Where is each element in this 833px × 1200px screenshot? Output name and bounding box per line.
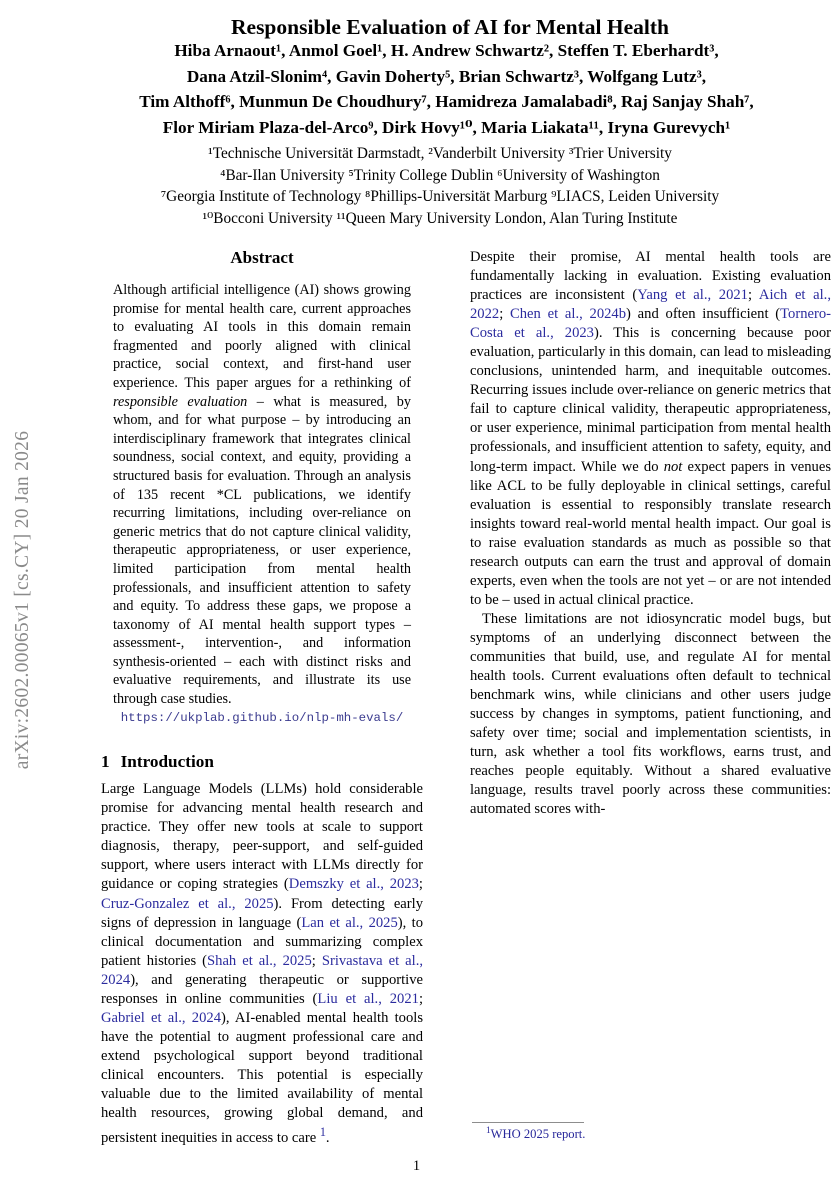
text-segment: ;: [499, 306, 511, 323]
affiliation-line: ⁴Bar-Ilan University ⁵Trinity College Dublin ⁶University of Washington: [220, 166, 660, 184]
text-segment: ;: [418, 876, 423, 893]
arxiv-stamp: [0, 0, 46, 1200]
right-column: [470, 248, 831, 819]
text-segment: ). This is concerning because poor evaluation, particularly in this domain, can lead to misleading conclusions, unintended harm, and inequitable outcomes. Recurring issues include over-reliance on generic metrics that fail to capture clinical validity, therapeutic appropriateness, or user experience, minimal participation from mental health professionals, and insufficient attention to safety, equity, and long-term impact. While we do: [470, 325, 831, 475]
author-line: Flor Miriam Plaza-del-Arco⁹, Dirk Hovy¹⁰, Maria Liakata¹¹, Iryna Gurevych¹: [162, 117, 731, 137]
text-segment: ). From detecting early signs of depression in language (: [101, 895, 423, 931]
footnote-marker[interactable]: 1: [319, 1125, 326, 1140]
affiliation-line: ¹Technische Universität Darmstadt, ²Vanderbilt University ³Trier University: [208, 145, 672, 162]
abstract-italic-phrase: responsible evaluation: [113, 393, 248, 410]
abstract-text-part-1: Although artificial intelligence (AI) shows growing promise for mental health care, current approaches to evaluating AI tools in this domain remain fragmented and poorly aligned with clinical practice, social context, and first-hand user experience. This paper argues for a rethinking of: [113, 282, 411, 391]
abstract-paragraph: [113, 281, 411, 709]
citation-link[interactable]: Tornero-Costa et al., 2023: [470, 306, 831, 342]
citation-link[interactable]: Cruz-Gonzalez et al., 2025: [101, 895, 274, 912]
footnote-text: WHO 2025 report.: [490, 1127, 586, 1141]
intro-paragraph-3: These limitations are not idiosyncratic model bugs, but symptoms of an underlying disconnect between the communities that build, use, and regulate AI for mental health tools. Current evaluations often default to technical benchmark wins, while clinicians and other users judge success by changes in symptoms, patient functioning, and safety over time; social and implementation scientists, in turn, ask whether a tool fits workflows, earns trust, and reaches people equitably. Without a shared evaluative language, results travel poorly across these communities: automated scores with-: [470, 610, 831, 818]
section-heading-introduction: [101, 751, 423, 772]
text-segment: ;: [418, 990, 423, 1007]
text-segment: ;: [311, 952, 322, 969]
left-column: [101, 248, 423, 1148]
text-segment: expect papers in venues like ACL to be fully deployable in clinical settings, careful evaluation is essential to responsibly translate research insights toward real-world mental health impact. Our goal is to raise evaluation standards as much as possible so that research outputs can earn the trust and approval of domain experts, even when the tools are not yet – or are not intended to be – used in actual clinical practice.: [470, 458, 832, 608]
affiliation-list: [60, 143, 820, 229]
emphasis-not: not: [663, 458, 683, 475]
page-number: 1: [412, 1158, 421, 1174]
citation-link[interactable]: Demszky et al., 2023: [288, 876, 419, 893]
citation-link[interactable]: Chen et al., 2024b: [510, 306, 627, 323]
author-list: [80, 38, 813, 140]
page-title: Responsible Evaluation of AI for Mental Health: [231, 15, 669, 40]
abstract-heading: Abstract: [230, 248, 294, 267]
footnote-number: 1: [486, 1125, 491, 1136]
footnote-rule: [472, 1122, 584, 1123]
arxiv-stamp-text: arXiv:2602.00065v1 [cs.CY] 20 Jan 2026: [12, 430, 33, 770]
citation-link[interactable]: Lan et al., 2025: [301, 914, 398, 931]
citation-link[interactable]: Liu et al., 2021: [317, 990, 419, 1007]
author-line: Tim Althoff⁶, Munmun De Choudhury⁷, Hamidreza Jamalabadi⁸, Raj Sanjay Shah⁷,: [139, 92, 754, 112]
text-segment: Large Language Models (LLMs) hold considerable promise for advancing mental health research and practice. They offer new tools at scale to support diagnosis, therapy, peer-support, and self-guided support, where users interact with LLMs directly for guidance or coping strategies (: [101, 781, 423, 893]
abstract-body: [101, 281, 423, 727]
citation-link[interactable]: Shah et al., 2025: [207, 952, 312, 969]
author-line: Dana Atzil-Slonim⁴, Gavin Doherty⁵, Brian Schwartz³, Wolfgang Lutz³,: [186, 66, 707, 86]
citation-link[interactable]: Gabriel et al., 2024: [101, 1009, 221, 1026]
section-title: Introduction: [120, 752, 214, 772]
text-segment: .: [325, 1129, 330, 1146]
footnote-area: [470, 1122, 831, 1142]
author-line: Hiba Arnaout¹, Anmol Goel¹, H. Andrew Schwartz², Steffen T. Eberhardt³,: [174, 41, 719, 60]
section-number: 1: [101, 752, 110, 772]
text-segment: Despite their promise, AI mental health tools are fundamentally lacking in evaluation. Existing evaluation practices are inconsistent (: [470, 249, 831, 304]
footnote-entry[interactable]: [470, 1126, 831, 1142]
abstract-text-part-2: – what is measured, by whom, and for what purpose – by introducing an interdisciplinary framework that integrates clinical soundness, social context, and equity, providing a structured basis for evaluation. Through an analysis of 135 recent *CL publications, we identify recurring limitations, including over-reliance on generic metrics that do not capture clinical validity, therapeutic appropriateness, or user experience, limited participation from mental health professionals, and insufficient attention to safety and equity. To address these gaps, we propose a taxonomy of AI mental health support types – assessment-, intervention-, and information synthesis-oriented – each with distinct risks and evaluative requirements, and illustrate its use through case studies.: [113, 393, 411, 708]
text-segment: ;: [747, 287, 759, 304]
text-segment: ), to clinical documentation and summarizing complex patient histories (: [101, 914, 424, 969]
text-segment: ) and often insufficient (: [626, 306, 781, 323]
citation-link[interactable]: Yang et al., 2021: [637, 287, 748, 304]
affiliation-line: ⁷Georgia Institute of Technology ⁸Phillips-Universität Marburg ⁹LIACS, Leiden University: [160, 188, 720, 205]
intro-paragraph-1: [101, 780, 423, 1148]
citation-link[interactable]: Srivastava et al., 2024: [101, 952, 423, 988]
project-url-link[interactable]: https://ukplab.github.io/nlp-mh-evals/: [120, 710, 404, 725]
text-segment: ), and generating therapeutic or supportive responses in online communities (: [101, 971, 423, 1007]
text-segment: ), AI-enabled mental health tools have the potential to augment professional care and extend psychological support beyond traditional clinical encounters. This potential is especially valuable due to the limited availability of mental health resources, growing global demand, and persistent inequities in access to care: [101, 1009, 423, 1146]
citation-link[interactable]: Aich et al., 2022: [470, 287, 831, 323]
intro-paragraph-2: [470, 248, 831, 610]
affiliation-line: ¹⁰Bocconi University ¹¹Queen Mary University London, Alan Turing Institute: [202, 209, 678, 227]
